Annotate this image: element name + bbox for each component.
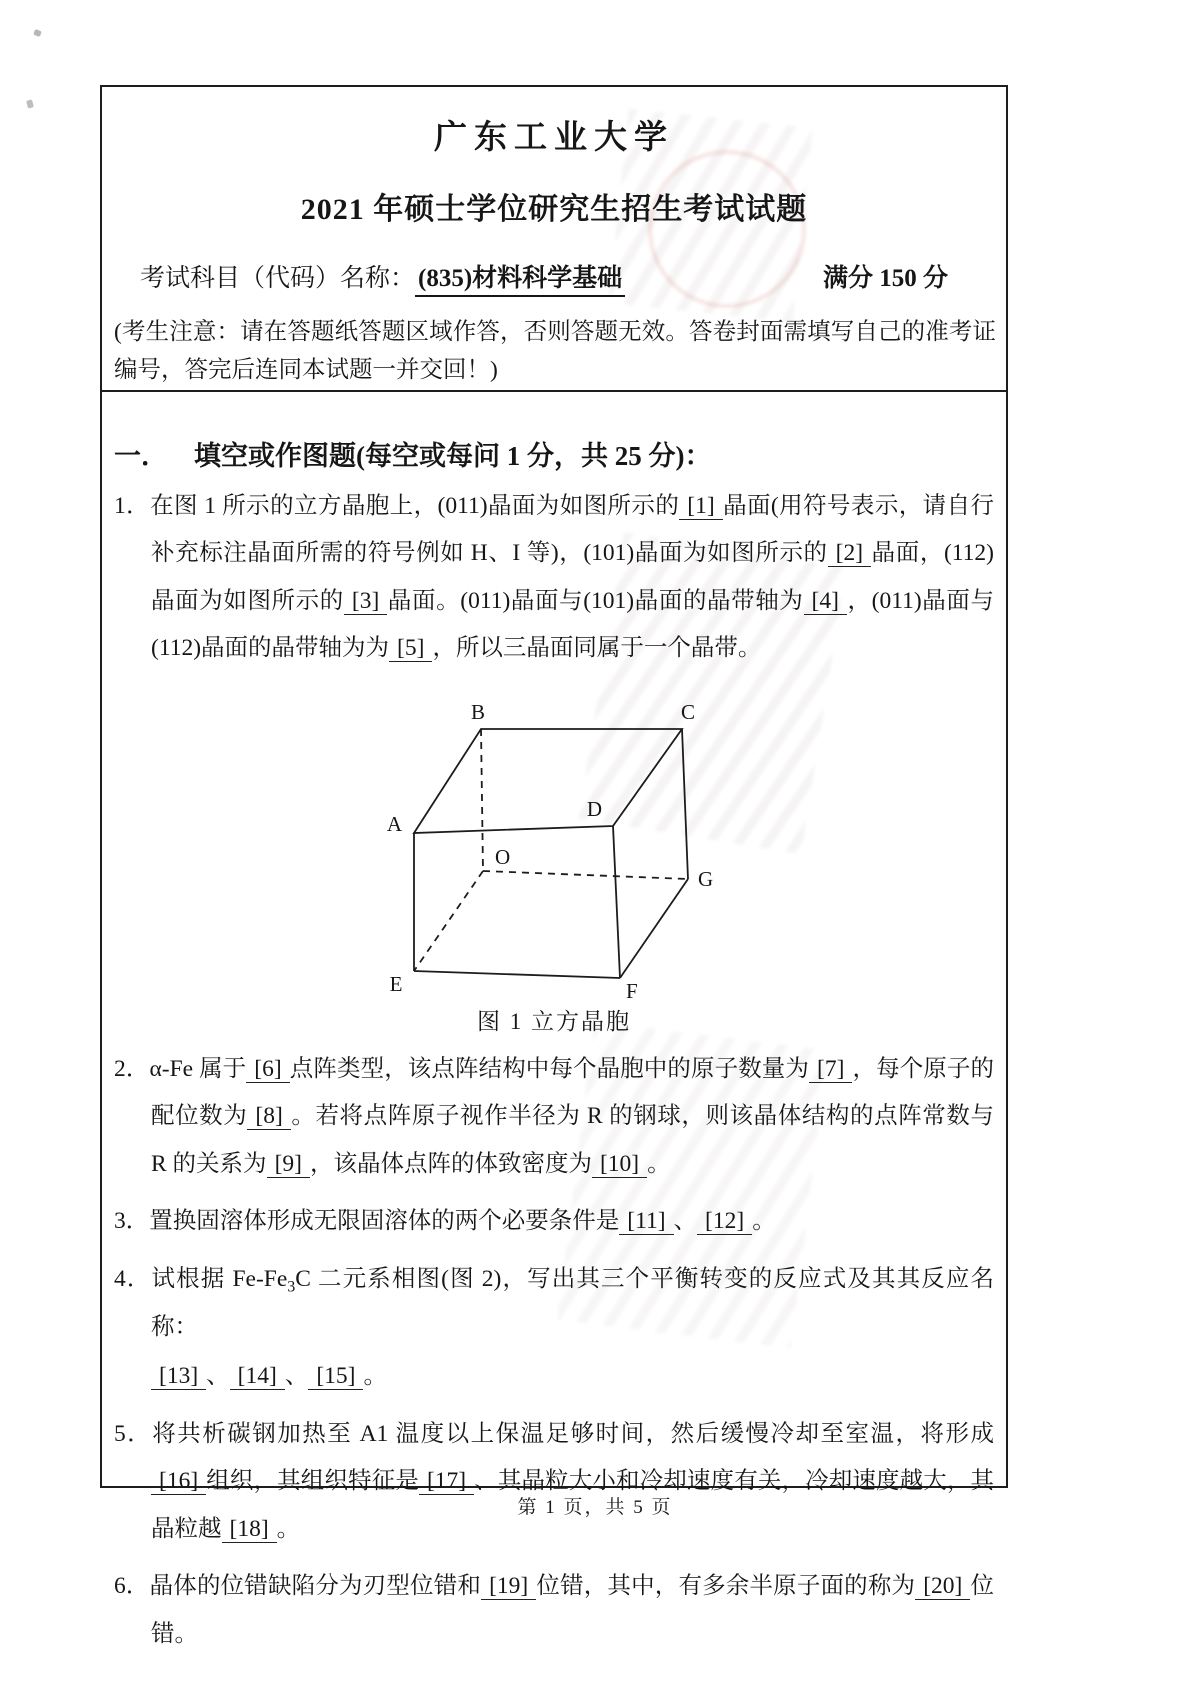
text-segment: 位错，其中，有多余半原子面的称为 bbox=[536, 1573, 916, 1600]
blank-12: [12] bbox=[697, 1208, 752, 1235]
section-number: 一． bbox=[114, 441, 168, 471]
blank-1: [1] bbox=[679, 493, 722, 520]
blank-11: [11] bbox=[619, 1208, 673, 1235]
text-segment: 将共析碳钢加热至 A1 温度以上保温足够时间，然后缓慢冷却至室温，将形成 bbox=[152, 1420, 994, 1447]
question-3 bbox=[114, 1198, 994, 1245]
blank-17: [17] bbox=[419, 1468, 474, 1495]
text-segment: ，该晶体点阵的体致密度为 bbox=[309, 1150, 592, 1177]
vertex-label-b: B bbox=[470, 699, 486, 724]
question-6 bbox=[114, 1563, 994, 1658]
text-segment: α-Fe 属于 bbox=[149, 1055, 247, 1082]
question-4 bbox=[114, 1256, 994, 1351]
text-segment: ，每个原子的配位数为 bbox=[151, 1055, 995, 1130]
text-segment: 。 bbox=[363, 1363, 387, 1390]
exam-header bbox=[102, 111, 1006, 392]
blank-9: [9] bbox=[267, 1151, 310, 1178]
text-segment: 。 bbox=[752, 1208, 776, 1235]
subject-row bbox=[140, 258, 948, 297]
text-segment: 在图 1 所示的立方晶胞上，(011)晶面为如图所示的 bbox=[150, 493, 680, 519]
question-number: 1． bbox=[114, 493, 151, 519]
university-title: 广东工业大学 bbox=[434, 120, 674, 156]
blank-18: [18] bbox=[222, 1516, 277, 1543]
blank-2: [2] bbox=[828, 540, 871, 567]
blank-20: [20] bbox=[915, 1573, 970, 1600]
blank-10: [10] bbox=[592, 1151, 647, 1178]
question-number: 4． bbox=[114, 1265, 152, 1292]
text-segment: ，(011)晶面与(112)晶面的晶带轴为为 bbox=[151, 587, 995, 662]
blank-5: [5] bbox=[389, 635, 432, 662]
vertex-label-o: O bbox=[495, 844, 511, 869]
blank-7: [7] bbox=[809, 1056, 852, 1083]
question-area bbox=[102, 434, 1006, 1658]
text-segment: C 二元系相图(图 2)，写出其三个平衡转变的反应式及其其反应名称： bbox=[151, 1265, 995, 1340]
figure-1 bbox=[114, 683, 994, 1036]
candidate-notice: (考生注意：请在答题纸答题区域作答，否则答题无效。答卷封面需填写自己的准考证编号，答完后连同本试题一并交回！) bbox=[114, 319, 996, 384]
question-number: 2． bbox=[114, 1055, 150, 1082]
blank-8: [8] bbox=[247, 1103, 290, 1130]
question-5 bbox=[114, 1411, 994, 1553]
text-segment: 试根据 Fe-Fe bbox=[151, 1265, 288, 1292]
section-title: 填空或作图题(每空或每问 1 分，共 25 分)： bbox=[194, 441, 712, 471]
vertex-label-e: E bbox=[389, 971, 403, 996]
text-segment: 晶面。(011)晶面与(101)晶面的晶带轴为 bbox=[387, 587, 804, 614]
text-segment: 、 bbox=[673, 1208, 698, 1235]
question-2 bbox=[114, 1046, 994, 1188]
vertex-label-g: G bbox=[698, 866, 714, 891]
figure-caption: 图 1 立方晶胞 bbox=[477, 1008, 631, 1034]
text-segment: 晶面，(112)晶面为如图所示的 bbox=[151, 540, 995, 614]
question-number: 6． bbox=[114, 1573, 150, 1600]
scan-speck bbox=[26, 99, 34, 108]
subject-value: (835)材料科学基础 bbox=[415, 258, 625, 297]
vertex-label-f: F bbox=[626, 978, 638, 1001]
blank-14: [14] bbox=[230, 1363, 285, 1390]
vertex-label-c: C bbox=[680, 699, 696, 724]
scan-speck bbox=[33, 29, 42, 37]
question-number: 3． bbox=[114, 1208, 150, 1235]
text-segment: 置换固溶体形成无限固溶体的两个必要条件是 bbox=[149, 1208, 620, 1235]
text-segment: 点阵类型，该点阵结构中每个晶胞中的原子数量为 bbox=[289, 1055, 810, 1082]
blank-6: [6] bbox=[246, 1056, 289, 1083]
vertex-label-d: D bbox=[586, 796, 602, 821]
question-number: 5． bbox=[114, 1420, 153, 1447]
text-segment: 。 bbox=[647, 1150, 671, 1177]
total-score: 满分 150 分 bbox=[822, 265, 948, 292]
text-segment: ，所以三晶面同属于一个晶带。 bbox=[432, 635, 762, 662]
blank-13: [13] bbox=[151, 1363, 206, 1390]
blank-3: [3] bbox=[344, 588, 387, 615]
subscript: 3 bbox=[287, 1278, 296, 1296]
blank-16: [16] bbox=[151, 1468, 206, 1495]
text-segment: 、 bbox=[284, 1363, 309, 1390]
text-segment: 、 bbox=[206, 1363, 230, 1390]
text-segment: 、其晶粒大小和冷却速度有关，冷却速度越大，其晶粒越 bbox=[151, 1468, 995, 1542]
section-heading bbox=[114, 434, 994, 473]
blank-4: [4] bbox=[804, 588, 847, 615]
question-1 bbox=[114, 483, 994, 673]
vertex-label-a: A bbox=[386, 811, 402, 836]
text-segment: 晶体的位错缺陷分为刃型位错和 bbox=[149, 1573, 482, 1600]
subject-label: 考试科目（代码）名称： bbox=[140, 265, 416, 292]
text-segment: 。若将点阵原子视作半径为 R 的钢球，则该晶体结构的点阵常数与 R 的关系为 bbox=[151, 1103, 994, 1177]
text-segment: 位错。 bbox=[151, 1573, 995, 1647]
blank-19: [19] bbox=[481, 1573, 536, 1600]
exam-title: 2021 年硕士学位研究生招生考试试题 bbox=[300, 193, 808, 226]
text-segment: 组织，其组织特征是 bbox=[206, 1468, 419, 1495]
question-4-blanks bbox=[151, 1353, 994, 1400]
blank-15: [15] bbox=[308, 1363, 363, 1390]
text-segment: 。 bbox=[276, 1515, 301, 1542]
text-segment: 晶面(用符号表示，请自行补充标注晶面所需的符号例如 H、I 等)，(101)晶面为如图所示的 bbox=[151, 493, 995, 567]
cubic-cell-diagram bbox=[354, 683, 754, 1001]
page-footer: 第 1 页，共 5 页 bbox=[517, 1497, 673, 1518]
